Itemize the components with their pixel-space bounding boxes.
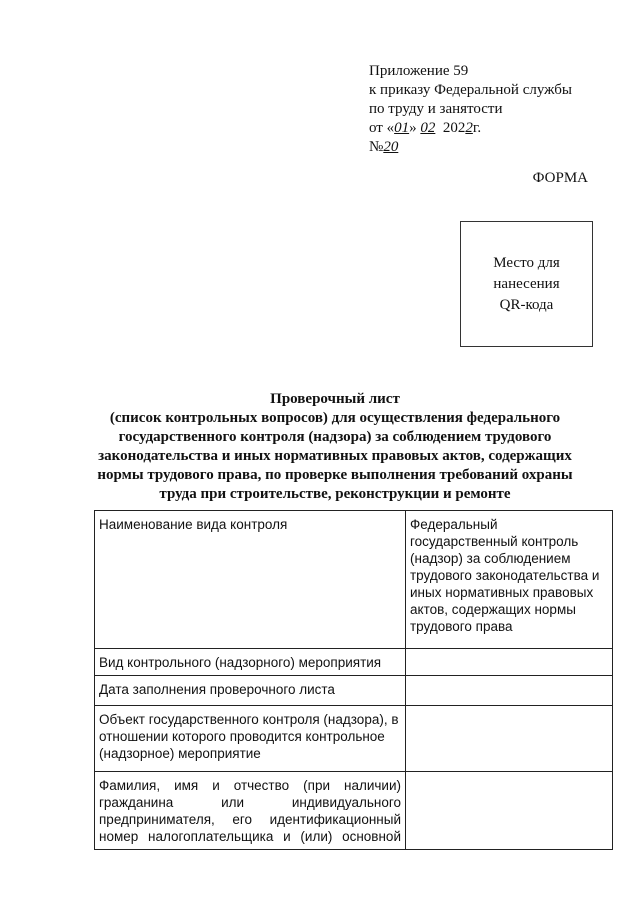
date-month-handwritten: 02 — [420, 120, 436, 136]
table-row — [95, 649, 613, 676]
appendix-header — [369, 62, 572, 157]
appendix-order-ref: к приказу Федеральной службы — [369, 82, 573, 98]
row-label: Наименование вида контроля — [95, 511, 406, 649]
row-value: Федеральный государственный контроль (надзор) за соблюдением трудового законодательства и иных нормативных правовых актов, содержащих нормы трудового права — [406, 511, 613, 649]
row-value — [406, 772, 613, 850]
row-value — [406, 649, 613, 676]
order-number-handwritten: 20 — [383, 139, 399, 155]
row-label: Объект государственного контроля (надзора), в отношении которого проводится контрольное (надзорное) мероприятие — [95, 706, 406, 772]
appendix-number: Приложение 59 — [369, 63, 469, 79]
row-label: Вид контрольного (надзорного) мероприятия — [95, 649, 406, 676]
appendix-agency: по труду и занятости — [369, 101, 503, 117]
checklist-info-table — [94, 510, 613, 850]
date-day-handwritten: 01 — [394, 120, 410, 136]
table-row — [95, 772, 613, 850]
date-year-handwritten: 2 — [465, 120, 473, 136]
appendix-date: от «01» 02 2022г. — [369, 120, 482, 136]
form-label: ФОРМА — [532, 170, 588, 186]
document-title: Проверочный лист (список контрольных вопросов) для осуществления федерального государственного контроля (надзора) за соблюдением трудового законодательства и иных нормативных правовых актов, содержащих нормы трудового права, по проверке выполнения требований охраны труда при строительстве, реконструкции и ремонте — [97, 391, 573, 502]
table-row — [95, 511, 613, 649]
row-value — [406, 706, 613, 772]
table-row — [95, 676, 613, 706]
appendix-order-number: №20 — [369, 139, 399, 155]
qr-code-placeholder: Место для нанесения QR-кода — [460, 221, 593, 347]
row-label: Фамилия, имя и отчество (при наличии) гражданина или индивидуального предпринимателя, его идентификационный номер налогоплательщика и (или) основной — [95, 772, 406, 850]
table-row — [95, 706, 613, 772]
row-value — [406, 676, 613, 706]
row-label: Дата заполнения проверочного листа — [95, 676, 406, 706]
